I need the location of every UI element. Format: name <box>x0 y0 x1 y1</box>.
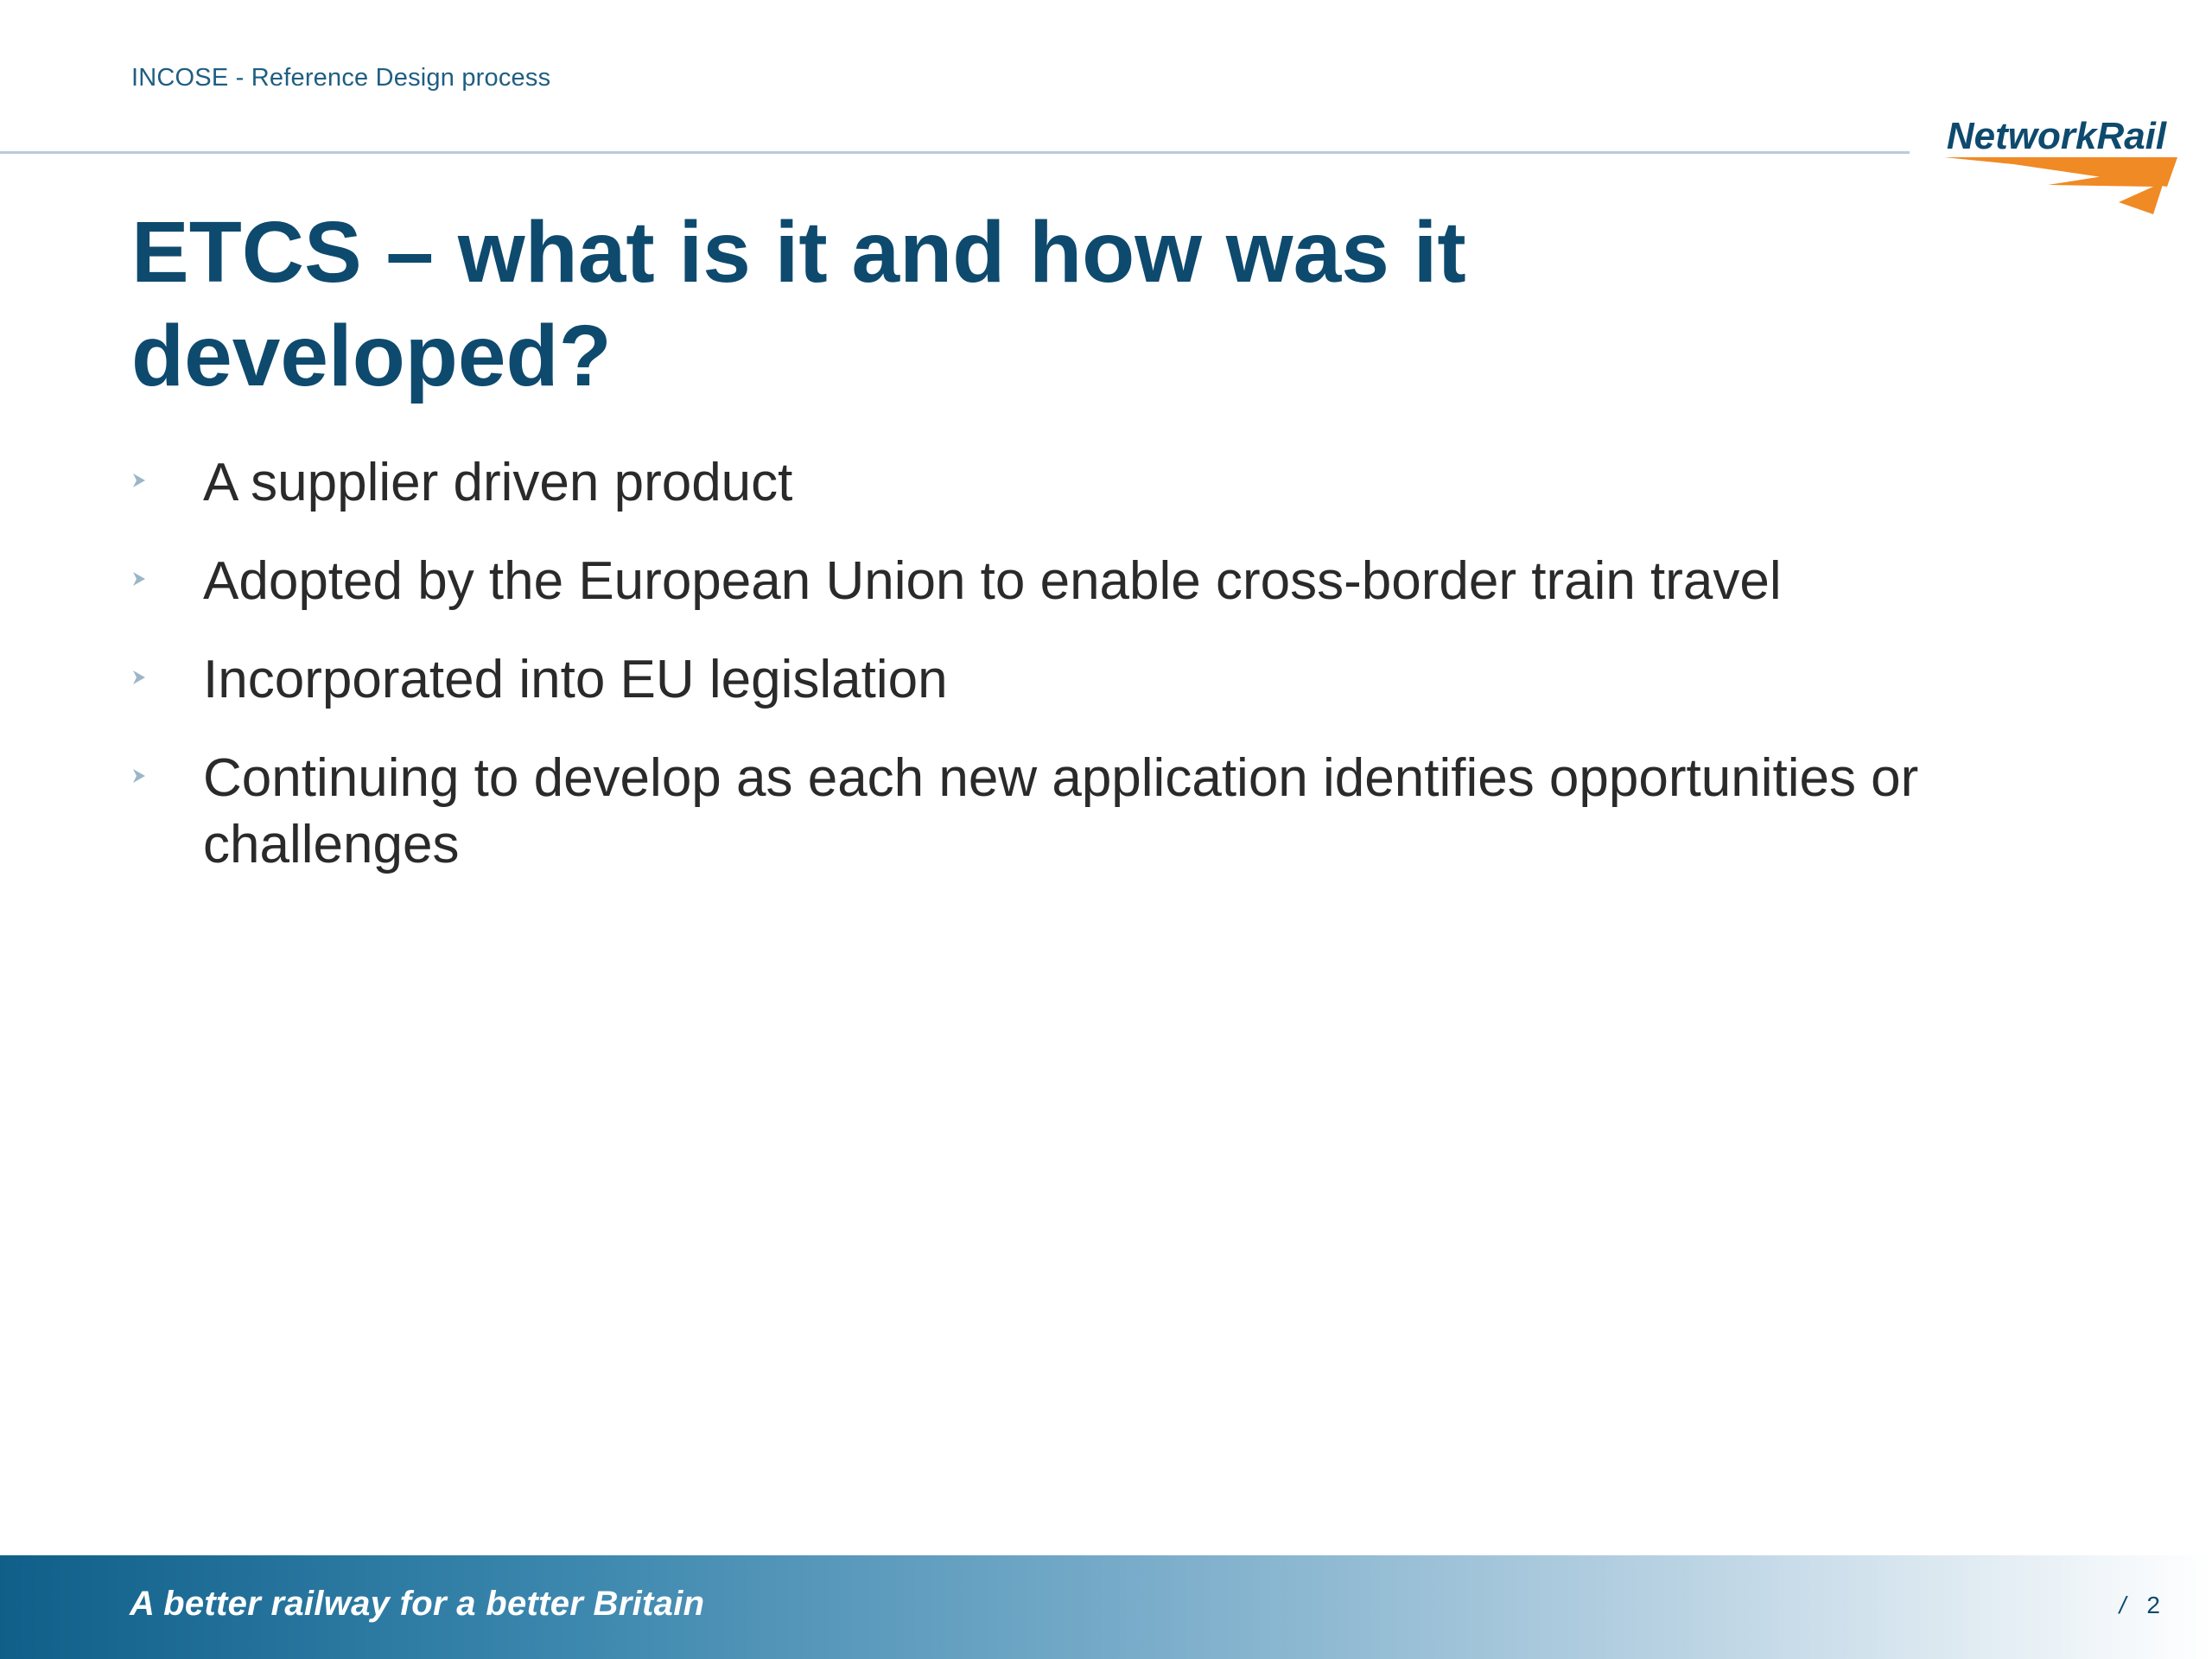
network-rail-logo <box>1927 112 2186 216</box>
page-separator: / <box>2119 1592 2126 1618</box>
logo-wordmark: NetworkRail <box>1946 115 2167 157</box>
bullet-text: Continuing to develop as each new application identifies opportunities or challenges <box>203 748 1919 874</box>
bullet-list <box>130 449 1987 910</box>
slide-title: ETCS – what is it and how was it developed? <box>131 204 1466 404</box>
bullet-item <box>130 449 1987 516</box>
footer-band <box>0 1555 2212 1659</box>
bullet-item <box>130 646 1987 713</box>
header-caption: INCOSE - Reference Design process <box>131 64 551 92</box>
bullet-item <box>130 548 1987 614</box>
header-divider <box>0 151 1910 154</box>
footer-tagline: A better railway for a better Britain <box>130 1585 705 1623</box>
page-number <box>2120 1592 2160 1619</box>
page-number-value: 2 <box>2146 1592 2160 1618</box>
bullet-item <box>130 745 1987 878</box>
bullet-text: Incorporated into EU legislation <box>203 650 948 709</box>
bullet-text: Adopted by the European Union to enable cross-border train travel <box>203 551 1782 611</box>
arrow-bullet-icon <box>131 766 147 786</box>
arrow-bullet-icon <box>131 470 147 491</box>
bullet-text: A supplier driven product <box>203 453 793 512</box>
arrow-bullet-icon <box>131 569 147 589</box>
arrow-bullet-icon <box>131 667 147 688</box>
